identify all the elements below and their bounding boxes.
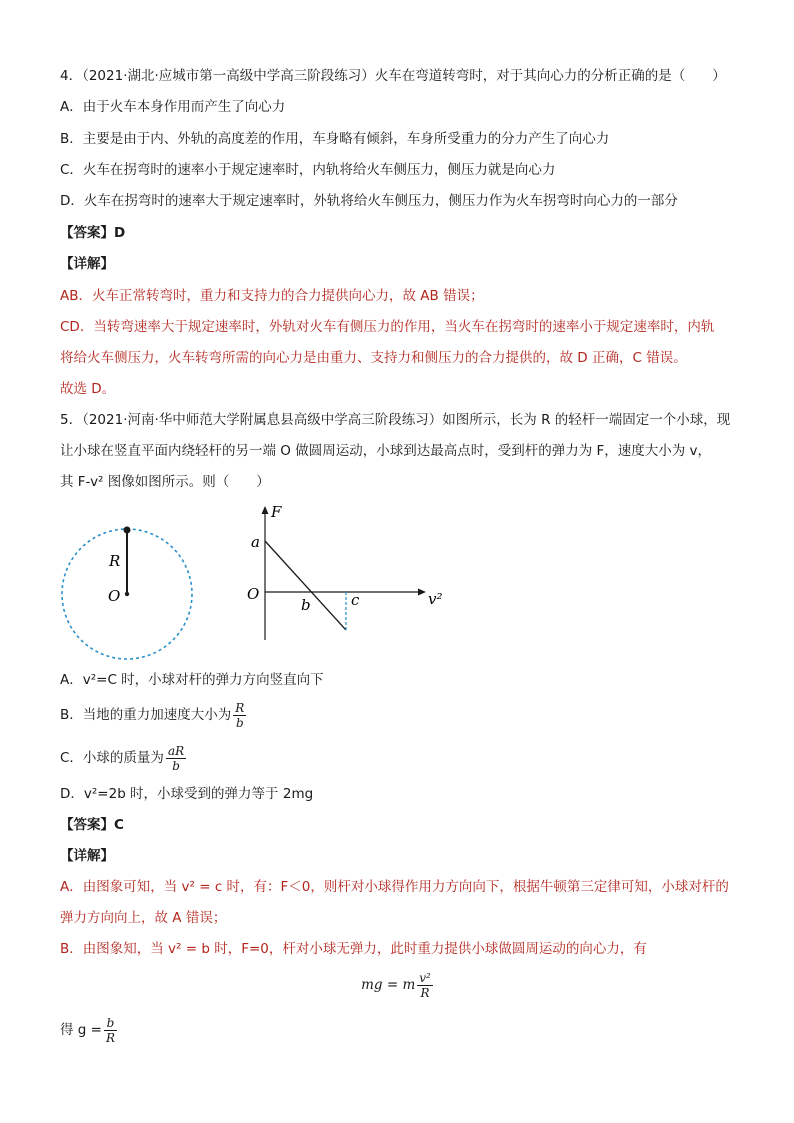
q5-option-c-fraction <box>166 744 186 773</box>
q5-stem-line-3: 其 F-v² 图像如图所示。则（ ） <box>60 474 270 490</box>
label-a: a <box>251 533 260 551</box>
fraction-numerator: R <box>235 700 245 715</box>
q5-option-b-text: B．当地的重力加速度大小为 <box>60 707 232 723</box>
fraction-numerator: aR <box>167 743 185 758</box>
q4-option-c: C．火车在拐弯时的速率小于规定速率时，内轨将给火车侧压力，侧压力就是向心力 <box>60 162 556 178</box>
q5-option-c <box>60 743 186 773</box>
q4-detail-line-1: AB．火车正常转弯时，重力和支持力的合力提供向心力，故 AB 错误； <box>60 288 484 304</box>
q5-detail-label: 【详解】 <box>60 848 114 864</box>
q5-answer: 【答案】C <box>60 817 124 833</box>
q4-answer: 【答案】D <box>60 225 126 241</box>
label-b: b <box>301 596 311 614</box>
q5-option-b-fraction <box>233 701 246 730</box>
q5-option-d: D．v²=2b 时，小球受到的弹力等于 2mg <box>60 786 314 802</box>
fraction-denominator: b <box>235 715 244 730</box>
label-origin: O <box>247 585 260 603</box>
q5-detail-line-2: 弹力方向向上，故 A 错误； <box>60 910 227 926</box>
q4-option-b: B．主要是由于内、外轨的高度差的作用，车身略有倾斜，车身所受重力的分力产生了向心力 <box>60 131 610 147</box>
result-fraction <box>104 1016 117 1045</box>
label-r: R <box>109 552 121 570</box>
q5-option-a: A．v²=C 时，小球对杆的弹力方向竖直向下 <box>60 672 324 688</box>
label-v2: v² <box>428 590 443 608</box>
f-v2-graph <box>242 500 452 645</box>
fraction-denominator: b <box>172 758 180 773</box>
fraction-denominator: R <box>105 1030 116 1045</box>
q4-option-a: A．由于火车本身作用而产生了向心力 <box>60 99 286 115</box>
graph-line <box>265 541 346 630</box>
formula-lhs: mg = m <box>361 977 416 993</box>
fraction-numerator: b <box>104 1016 117 1031</box>
x-axis-arrow <box>418 589 426 596</box>
q4-detail-line-4: 故选 D。 <box>60 381 116 397</box>
label-c: c <box>351 591 360 609</box>
pivot-point <box>125 592 129 596</box>
q4-detail-label: 【详解】 <box>60 256 114 272</box>
formula-fraction <box>417 971 433 1000</box>
label-o: O <box>108 587 121 605</box>
q5-option-b <box>60 700 246 730</box>
q5-stem-line-2: 让小球在竖直平面内绕轻杆的另一端 O 做圆周运动，小球到达最高点时，受到杆的弹力为 F，速度大小为 v， <box>60 443 712 459</box>
q5-detail-line-1: A．由图象可知，当 v² = c 时，有：F＜0，则杆对小球得作用力方向向下，根据牛顿第三定律可知，小球对杆的 <box>60 879 729 895</box>
result-prefix: 得 g = <box>60 1022 102 1038</box>
q5-detail-line-3: B．由图象知，当 v² = b 时，F=0，杆对小球无弹力，此时重力提供小球做圆周运动的向心力，有 <box>60 941 647 957</box>
ball <box>124 527 131 534</box>
y-axis-arrow <box>262 506 269 514</box>
q4-option-d: D．火车在拐弯时的速率大于规定速率时，外轨将给火车侧压力，侧压力作为火车拐弯时向心力的一部分 <box>60 193 678 209</box>
q4-detail-line-3: 将给火车侧压力，火车转弯所需的向心力是由重力、支持力和侧压力的合力提供的，故 D 正确，C 错误。 <box>60 350 687 366</box>
q5-stem-line-1: 5．（2021·河南·华中师范大学附属息县高级中学高三阶段练习）如图所示，长为 R 的轻杆一端固定一个小球，现 <box>60 412 731 428</box>
q5-option-c-text: C．小球的质量为 <box>60 750 164 766</box>
q4-detail-line-2: CD．当转弯速率大于规定速率时，外轨对火车有侧压力的作用，当火车在拐弯时的速率小于规定速率时，内轨 <box>60 319 715 335</box>
circle-diagram <box>55 520 195 660</box>
fraction-numerator: v² <box>419 970 431 985</box>
fraction-denominator: R <box>420 985 430 1000</box>
q4-stem: 4．（2021·湖北·应城市第一高级中学高三阶段练习）火车在弯道转弯时，对于其向心力的分析正确的是（ ） <box>60 68 726 84</box>
label-f: F <box>271 503 282 521</box>
result-formula <box>60 1015 117 1045</box>
centripetal-formula <box>0 970 794 1000</box>
